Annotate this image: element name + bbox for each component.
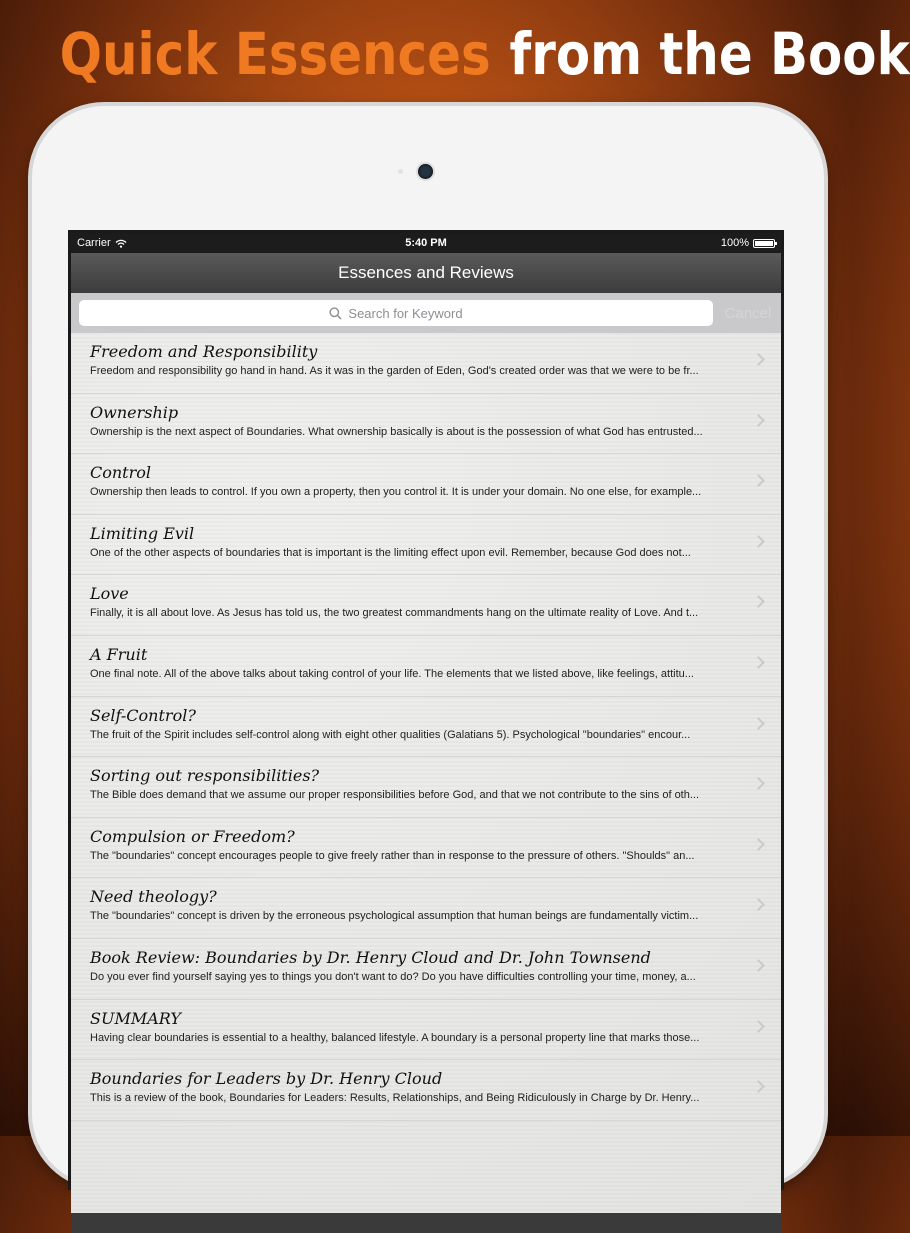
promo-headline bbox=[59, 18, 910, 90]
nav-title: Essences and Reviews bbox=[338, 263, 514, 282]
list-item[interactable] bbox=[71, 939, 781, 1000]
cancel-button[interactable]: Cancel bbox=[724, 304, 772, 322]
item-summary: The Bible does demand that we assume our proper responsibilities before God, and that we not contribute to the sins of oth... bbox=[90, 789, 700, 802]
item-summary: Freedom and responsibility go hand in hand. As it was in the garden of Eden, God's created order was that we were to be fr... bbox=[90, 365, 699, 377]
list-item[interactable] bbox=[71, 394, 781, 455]
chevron-right-icon bbox=[752, 777, 765, 790]
item-summary: The "boundaries" concept encourages people to give freely rather than in response to the pressure of others. "Shoulds" an... bbox=[90, 849, 695, 862]
item-summary: Ownership then leads to control. If you own a property, then you control it. It is under your domain. No one else, for example... bbox=[90, 486, 702, 499]
item-title: Freedom and Responsibility bbox=[90, 342, 318, 361]
list-item[interactable] bbox=[71, 1060, 781, 1121]
navigation-bar bbox=[71, 253, 781, 293]
chevron-right-icon bbox=[752, 596, 765, 609]
item-title: Sorting out responsibilities? bbox=[90, 766, 320, 786]
item-summary: Finally, it is all about love. As Jesus has told us, the two greatest commandments hang on the ultimate reality of Love. And t... bbox=[90, 607, 699, 620]
ipad-frame bbox=[32, 106, 824, 1186]
item-title: Love bbox=[90, 584, 129, 604]
item-summary: One final note. All of the above talks about taking control of your life. The elements that we listed above, like feelings, attitu... bbox=[90, 667, 694, 680]
essences-list bbox=[71, 333, 781, 1213]
bottom-toolbar bbox=[71, 1213, 781, 1233]
item-title: Ownership bbox=[90, 402, 179, 422]
battery-icon bbox=[753, 239, 775, 248]
item-title: SUMMARY bbox=[90, 1008, 181, 1028]
list-item[interactable] bbox=[71, 454, 781, 515]
headline-part1: Quick Essences bbox=[59, 20, 491, 88]
list-item[interactable] bbox=[71, 515, 781, 576]
headline-part2: from the Book bbox=[509, 20, 910, 88]
chevron-right-icon bbox=[752, 535, 765, 548]
item-title: Limiting Evil bbox=[90, 523, 195, 543]
item-title: Boundaries for Leaders by Dr. Henry Cloud bbox=[90, 1069, 443, 1089]
list-item[interactable] bbox=[71, 757, 781, 818]
battery-percent: 100% bbox=[720, 237, 749, 249]
list-item[interactable] bbox=[71, 333, 781, 394]
item-summary: Ownership is the next aspect of Boundaries. What ownership basically is about is the possession of what God has entrusted... bbox=[90, 425, 703, 438]
chevron-right-icon bbox=[752, 1080, 765, 1093]
chevron-right-icon bbox=[752, 1020, 765, 1033]
list-item[interactable] bbox=[71, 697, 781, 758]
carrier-label: Carrier bbox=[77, 237, 111, 249]
list-item[interactable] bbox=[71, 818, 781, 879]
chevron-right-icon bbox=[752, 656, 765, 669]
chevron-right-icon bbox=[752, 898, 765, 911]
status-time: 5:40 PM bbox=[405, 237, 447, 249]
item-title: A Fruit bbox=[90, 644, 148, 664]
chevron-right-icon bbox=[752, 838, 765, 851]
search-bar bbox=[71, 293, 781, 333]
chevron-right-icon bbox=[752, 414, 765, 427]
search-placeholder: Search for Keyword bbox=[348, 305, 463, 321]
chevron-right-icon bbox=[752, 353, 765, 366]
search-input[interactable] bbox=[79, 300, 713, 326]
sensor-dot bbox=[398, 169, 403, 174]
item-summary: One of the other aspects of boundaries that is important is the limiting effect upon evil. Remember, because God does not... bbox=[90, 546, 691, 559]
search-icon bbox=[329, 307, 342, 320]
list-item[interactable] bbox=[71, 575, 781, 636]
list-item[interactable] bbox=[71, 1000, 781, 1061]
list-item[interactable] bbox=[71, 636, 781, 697]
camera-icon bbox=[418, 164, 433, 179]
chevron-right-icon bbox=[752, 959, 765, 972]
status-bar bbox=[71, 233, 781, 253]
app-screen bbox=[68, 230, 784, 1190]
item-title: Need theology? bbox=[90, 887, 217, 907]
item-summary: The fruit of the Spirit includes self-control along with eight other qualities (Galatians 5). Psychological "boundaries" encour... bbox=[90, 728, 691, 741]
chevron-right-icon bbox=[752, 717, 765, 730]
item-summary: Do you ever find yourself saying yes to things you don't want to do? Do you have difficulties controlling your time, money, a... bbox=[90, 970, 696, 983]
item-title: Book Review: Boundaries by Dr. Henry Cloud and Dr. John Townsend bbox=[90, 947, 651, 967]
item-summary: The "boundaries" concept is driven by the erroneous psychological assumption that human beings are fundamentally victim... bbox=[90, 910, 699, 923]
item-title: Self-Control? bbox=[90, 705, 196, 725]
item-summary: Having clear boundaries is essential to a healthy, balanced lifestyle. A boundary is a personal property line that marks those... bbox=[90, 1031, 700, 1044]
item-title: Compulsion or Freedom? bbox=[90, 826, 295, 846]
item-title: Control bbox=[90, 463, 152, 483]
item-summary: This is a review of the book, Boundaries for Leaders: Results, Relationships, and Being Ridiculously in Charge by Dr. Henry... bbox=[90, 1092, 700, 1105]
list-item[interactable] bbox=[71, 878, 781, 939]
chevron-right-icon bbox=[752, 474, 765, 487]
